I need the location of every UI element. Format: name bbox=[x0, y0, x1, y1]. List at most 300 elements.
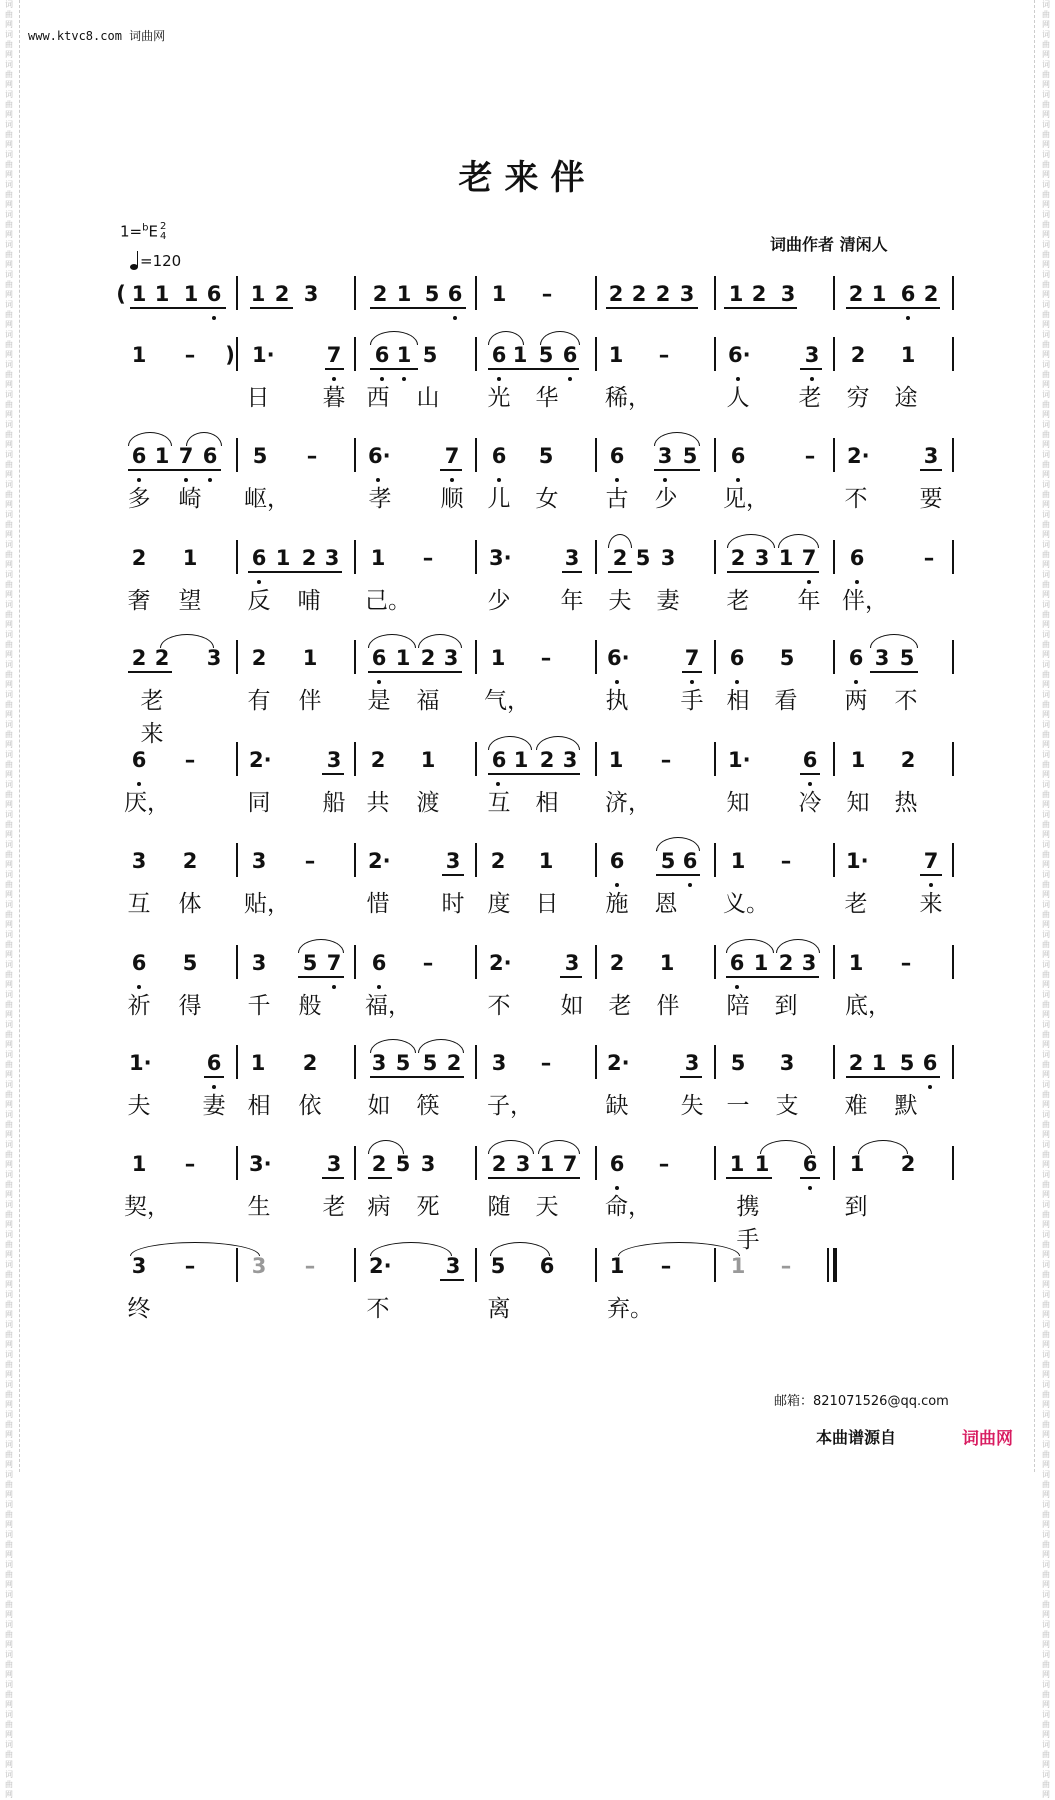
note: 6 bbox=[491, 748, 507, 772]
beam-underline bbox=[250, 307, 293, 309]
barline bbox=[595, 742, 597, 776]
lyric-syllable: 不 bbox=[366, 1296, 390, 1322]
note: 1· bbox=[252, 343, 275, 367]
note: – bbox=[804, 444, 816, 468]
barline bbox=[833, 337, 835, 371]
barline bbox=[595, 843, 597, 877]
lyric-syllable: 祈 bbox=[127, 993, 151, 1019]
note: 3 bbox=[564, 546, 580, 570]
note: 3· bbox=[249, 1152, 272, 1176]
note: 5 bbox=[779, 646, 795, 670]
barline bbox=[952, 276, 954, 310]
beam-underline bbox=[130, 307, 226, 309]
note: – bbox=[900, 951, 912, 975]
note: 7 bbox=[801, 546, 817, 570]
beam-underline bbox=[370, 1076, 464, 1078]
lyric-syllable: 度 bbox=[487, 891, 511, 917]
email-contact: 邮箱：821071526@qq.com bbox=[774, 1394, 949, 1409]
note: 6 bbox=[131, 748, 147, 772]
lyric-syllable: 执 bbox=[605, 688, 629, 714]
note: ) bbox=[225, 343, 235, 367]
lyric-syllable: 惜 bbox=[366, 891, 390, 917]
barline bbox=[595, 337, 597, 371]
note: 3 bbox=[251, 849, 267, 873]
note: – bbox=[422, 951, 434, 975]
lyric-syllable: 穷 bbox=[846, 385, 870, 411]
note: 3 bbox=[251, 951, 267, 975]
barline bbox=[714, 540, 716, 574]
lyric-syllable: 知 bbox=[726, 790, 750, 816]
note: 5 bbox=[422, 343, 438, 367]
beam-underline bbox=[654, 469, 700, 471]
lyric-syllable: 生 bbox=[247, 1194, 271, 1220]
lyric-syllable: 光 bbox=[487, 385, 511, 411]
lyric-syllable: 渡 bbox=[416, 790, 440, 816]
note: 1 bbox=[850, 748, 866, 772]
note: 2· bbox=[369, 1254, 392, 1278]
lyric-syllable: 支 bbox=[775, 1093, 799, 1119]
lyric-syllable: 看 bbox=[774, 688, 798, 714]
barline bbox=[714, 1045, 716, 1079]
note: 6 bbox=[491, 444, 507, 468]
score-row bbox=[0, 540, 1055, 641]
beam-underline bbox=[128, 671, 172, 673]
note: 1 bbox=[491, 282, 507, 306]
note: 1 bbox=[275, 546, 291, 570]
key-letter: E bbox=[148, 222, 158, 241]
notes-line bbox=[0, 1146, 1055, 1186]
lyric-syllable: 年 bbox=[560, 588, 584, 614]
barline bbox=[595, 640, 597, 674]
note: 1 bbox=[754, 1152, 770, 1176]
barline bbox=[354, 945, 356, 979]
note: 2 bbox=[612, 546, 628, 570]
note: – bbox=[184, 748, 196, 772]
note: 3 bbox=[923, 444, 939, 468]
note: 2 bbox=[631, 282, 647, 306]
note: 5 bbox=[490, 1254, 506, 1278]
lyric-syllable: 一 bbox=[726, 1093, 750, 1119]
note: 1 bbox=[131, 1152, 147, 1176]
note: 7 bbox=[923, 849, 939, 873]
note: – bbox=[184, 343, 196, 367]
lyric-syllable: 两 bbox=[844, 688, 868, 714]
note: 3 bbox=[371, 1051, 387, 1075]
lyric-syllable: 贴， bbox=[244, 891, 290, 917]
note: 3 bbox=[251, 1254, 267, 1278]
score-row bbox=[0, 843, 1055, 944]
note: 6 bbox=[900, 282, 916, 306]
barline bbox=[833, 945, 835, 979]
note: 5 bbox=[635, 546, 651, 570]
beam-underline bbox=[248, 571, 342, 573]
lyric-syllable: 来 bbox=[919, 891, 943, 917]
note: 2 bbox=[848, 1051, 864, 1075]
note: – bbox=[780, 849, 792, 873]
note: 3 bbox=[657, 444, 673, 468]
lyric-syllable: 夫 bbox=[127, 1093, 151, 1119]
note: 3 bbox=[445, 1254, 461, 1278]
note: 2· bbox=[607, 1051, 630, 1075]
note: 1 bbox=[154, 444, 170, 468]
lyric-syllable: 终 bbox=[127, 1296, 151, 1322]
note: 1 bbox=[154, 282, 170, 306]
note: – bbox=[184, 1254, 196, 1278]
lyrics-line bbox=[0, 375, 1055, 411]
notes-line bbox=[0, 1248, 1055, 1288]
barline bbox=[475, 438, 477, 472]
barline bbox=[236, 640, 238, 674]
note: 2 bbox=[850, 343, 866, 367]
note: – bbox=[184, 1152, 196, 1176]
barline bbox=[714, 276, 716, 310]
barline bbox=[475, 945, 477, 979]
note: 3 bbox=[684, 1051, 700, 1075]
lyric-syllable: 福 bbox=[416, 688, 440, 714]
beam-underline bbox=[680, 1076, 702, 1078]
note: 1 bbox=[182, 546, 198, 570]
note: – bbox=[304, 1254, 316, 1278]
notes-line bbox=[0, 843, 1055, 883]
lyric-syllable: 手 bbox=[680, 688, 704, 714]
lyric-syllable: 西 bbox=[366, 385, 390, 411]
lyric-syllable: 崎 bbox=[178, 486, 202, 512]
barline bbox=[475, 843, 477, 877]
barline bbox=[475, 742, 477, 776]
key-prefix: 1= bbox=[120, 222, 143, 241]
final-barline-thin bbox=[827, 1248, 829, 1282]
note: – bbox=[660, 1254, 672, 1278]
lyric-syllable: 默 bbox=[894, 1093, 918, 1119]
author-credit: 词曲作者 清闲人 bbox=[770, 235, 888, 254]
note: 1 bbox=[608, 748, 624, 772]
barline bbox=[595, 438, 597, 472]
barline bbox=[236, 276, 238, 310]
note: 6· bbox=[368, 444, 391, 468]
flat-sign: b bbox=[142, 222, 149, 234]
beam-underline bbox=[128, 469, 221, 471]
note: 2 bbox=[302, 1051, 318, 1075]
note: 5 bbox=[395, 1152, 411, 1176]
lyric-syllable: 相 bbox=[247, 1093, 271, 1119]
note: 1 bbox=[729, 1152, 745, 1176]
barline bbox=[475, 540, 477, 574]
note: 1 bbox=[778, 546, 794, 570]
note: 2 bbox=[131, 646, 147, 670]
note: 2 bbox=[900, 1152, 916, 1176]
note: 7 bbox=[444, 444, 460, 468]
score-row bbox=[0, 1146, 1055, 1253]
note: 5 bbox=[899, 1051, 915, 1075]
note: 2 bbox=[274, 282, 290, 306]
note: 6 bbox=[562, 343, 578, 367]
note: 1 bbox=[396, 343, 412, 367]
note: 6 bbox=[539, 1254, 555, 1278]
note: 6 bbox=[447, 282, 463, 306]
lyric-syllable: 儿 bbox=[487, 486, 511, 512]
note: 1 bbox=[730, 849, 746, 873]
note: 6 bbox=[202, 444, 218, 468]
lyrics-line bbox=[0, 578, 1055, 614]
lyric-syllable: 少 bbox=[654, 486, 678, 512]
note: 1 bbox=[753, 951, 769, 975]
note: 6 bbox=[609, 849, 625, 873]
note: 6 bbox=[206, 282, 222, 306]
lyric-syllable: 如 bbox=[560, 993, 584, 1019]
note: 2 bbox=[655, 282, 671, 306]
note: 5 bbox=[899, 646, 915, 670]
lyric-syllable: 不 bbox=[487, 993, 511, 1019]
lyric-syllable: 相 bbox=[535, 790, 559, 816]
note: 1 bbox=[608, 343, 624, 367]
lyric-syllable: 千 bbox=[247, 993, 271, 1019]
barline bbox=[952, 1045, 954, 1079]
note: 2 bbox=[182, 849, 198, 873]
note: 1 bbox=[250, 282, 266, 306]
beam-underline bbox=[800, 368, 822, 370]
lyrics-line bbox=[0, 678, 1055, 747]
lyric-syllable: 伴 bbox=[656, 993, 680, 1019]
tempo-value: =120 bbox=[140, 252, 182, 270]
lyrics-line bbox=[0, 476, 1055, 512]
note: 3 bbox=[445, 849, 461, 873]
lyric-syllable: 妻 bbox=[656, 588, 680, 614]
note: 1· bbox=[846, 849, 869, 873]
lyric-syllable: 女 bbox=[535, 486, 559, 512]
barline bbox=[236, 742, 238, 776]
note: 1 bbox=[849, 1152, 865, 1176]
note: 5 bbox=[395, 1051, 411, 1075]
note: 7 bbox=[178, 444, 194, 468]
note: 6 bbox=[682, 849, 698, 873]
note: 3 bbox=[326, 748, 342, 772]
beam-underline bbox=[846, 1076, 940, 1078]
lyric-syllable: 日 bbox=[246, 385, 270, 411]
note: 1 bbox=[871, 1051, 887, 1075]
note: 6 bbox=[802, 748, 818, 772]
note: 7 bbox=[562, 1152, 578, 1176]
beam-underline bbox=[440, 469, 462, 471]
lyric-syllable: 共 bbox=[366, 790, 390, 816]
lyrics-line bbox=[0, 1083, 1055, 1119]
lyric-syllable: 老 bbox=[798, 385, 822, 411]
lyrics-line bbox=[0, 1184, 1055, 1253]
note: 1 bbox=[900, 343, 916, 367]
lyric-syllable: 不 bbox=[894, 688, 918, 714]
beam-underline bbox=[204, 1076, 224, 1078]
lyric-syllable: 望 bbox=[178, 588, 202, 614]
barline bbox=[595, 1248, 597, 1282]
beam-underline bbox=[870, 671, 918, 673]
beam-underline bbox=[370, 307, 466, 309]
note: 3 bbox=[206, 646, 222, 670]
lyric-syllable: 气， bbox=[484, 688, 530, 714]
note: 3 bbox=[874, 646, 890, 670]
time-signature bbox=[160, 222, 166, 242]
lyric-syllable: 途 bbox=[894, 385, 918, 411]
note: 5 bbox=[424, 282, 440, 306]
note: 6 bbox=[848, 646, 864, 670]
lyric-syllable: 命， bbox=[605, 1194, 651, 1220]
score-row bbox=[0, 742, 1055, 843]
note: 1 bbox=[370, 546, 386, 570]
lyric-syllable: 山 bbox=[416, 385, 440, 411]
barline bbox=[714, 1146, 716, 1180]
note: 6 bbox=[371, 646, 387, 670]
note: – bbox=[658, 343, 670, 367]
note: 3 bbox=[679, 282, 695, 306]
note: 6 bbox=[131, 444, 147, 468]
lyric-syllable: 日 bbox=[535, 891, 559, 917]
note: 1 bbox=[512, 343, 528, 367]
lyric-syllable: 恩 bbox=[654, 891, 678, 917]
note: 2 bbox=[420, 646, 436, 670]
lyric-syllable: 不 bbox=[844, 486, 868, 512]
lyric-syllable: 难 bbox=[844, 1093, 868, 1119]
barline bbox=[952, 337, 954, 371]
barline bbox=[595, 1146, 597, 1180]
note: 6 bbox=[802, 1152, 818, 1176]
lyric-syllable: 稀， bbox=[605, 385, 651, 411]
beam-underline bbox=[724, 307, 797, 309]
beam-underline bbox=[846, 307, 940, 309]
score-row bbox=[0, 1248, 1055, 1349]
note: – bbox=[660, 748, 672, 772]
note: 1 bbox=[490, 646, 506, 670]
lyrics-line bbox=[0, 780, 1055, 816]
notes-line bbox=[0, 337, 1055, 377]
barline bbox=[833, 438, 835, 472]
beam-underline bbox=[727, 571, 819, 573]
note: 3· bbox=[489, 546, 512, 570]
note: 3 bbox=[303, 282, 319, 306]
notes-line bbox=[0, 640, 1055, 680]
note: 1 bbox=[730, 1254, 746, 1278]
note: 1· bbox=[728, 748, 751, 772]
beam-underline bbox=[322, 1177, 344, 1179]
barline bbox=[236, 843, 238, 877]
lyric-syllable: 有 bbox=[247, 688, 271, 714]
note: 3 bbox=[562, 748, 578, 772]
lyric-syllable: 老 bbox=[322, 1194, 346, 1220]
note: 2 bbox=[923, 282, 939, 306]
lyric-syllable: 契， bbox=[124, 1194, 170, 1220]
lyric-syllable: 底， bbox=[845, 993, 891, 1019]
score-row bbox=[0, 945, 1055, 1046]
barline bbox=[354, 1146, 356, 1180]
note: 2 bbox=[848, 282, 864, 306]
note: – bbox=[541, 282, 553, 306]
lyric-syllable: 华 bbox=[535, 385, 559, 411]
barline bbox=[475, 640, 477, 674]
lyric-syllable: 携手 bbox=[736, 1194, 760, 1253]
notes-line bbox=[0, 276, 1055, 316]
lyric-syllable: 古 bbox=[605, 486, 629, 512]
note: 2 bbox=[371, 1152, 387, 1176]
beam-underline bbox=[322, 773, 344, 775]
site-header[interactable]: www.ktvc8.com 词曲网 bbox=[28, 29, 166, 43]
note: 1· bbox=[129, 1051, 152, 1075]
barline bbox=[952, 438, 954, 472]
barline bbox=[833, 640, 835, 674]
note: 1 bbox=[250, 1051, 266, 1075]
barline bbox=[354, 438, 356, 472]
beam-underline bbox=[656, 874, 700, 876]
barline bbox=[354, 742, 356, 776]
note: 3 bbox=[801, 951, 817, 975]
score-row bbox=[0, 640, 1055, 747]
score-row bbox=[0, 337, 1055, 438]
lyric-syllable: 冷 bbox=[798, 790, 822, 816]
note: 2 bbox=[446, 1051, 462, 1075]
note: 5 bbox=[660, 849, 676, 873]
beam-underline bbox=[606, 307, 698, 309]
notes-line bbox=[0, 438, 1055, 478]
beam-underline bbox=[920, 874, 942, 876]
note: 2 bbox=[491, 1152, 507, 1176]
note: 1 bbox=[513, 748, 529, 772]
note: 6 bbox=[729, 646, 745, 670]
beam-underline bbox=[608, 571, 632, 573]
lyric-syllable: 哺 bbox=[297, 588, 321, 614]
barline bbox=[475, 1045, 477, 1079]
lyric-syllable: 福， bbox=[365, 993, 411, 1019]
lyric-syllable: 义。 bbox=[723, 891, 769, 917]
note: 1 bbox=[728, 282, 744, 306]
note: – bbox=[422, 546, 434, 570]
lyric-syllable: 多 bbox=[127, 486, 151, 512]
barline bbox=[714, 438, 716, 472]
note: 1 bbox=[131, 282, 147, 306]
barline bbox=[475, 337, 477, 371]
note: 3 bbox=[804, 343, 820, 367]
lyric-syllable: 岖， bbox=[244, 486, 290, 512]
lyric-syllable: 互 bbox=[487, 790, 511, 816]
barline bbox=[714, 337, 716, 371]
time-bottom: 4 bbox=[159, 231, 167, 242]
lyric-syllable: 船 bbox=[322, 790, 346, 816]
note: 2· bbox=[249, 748, 272, 772]
lyric-syllable: 得 bbox=[178, 993, 202, 1019]
lyric-syllable: 孝 bbox=[368, 486, 392, 512]
note: 1 bbox=[538, 849, 554, 873]
lyric-syllable: 时 bbox=[441, 891, 465, 917]
note: 1 bbox=[183, 282, 199, 306]
lyric-syllable: 奢 bbox=[127, 588, 151, 614]
barline bbox=[354, 337, 356, 371]
note: 1 bbox=[871, 282, 887, 306]
brand-link[interactable]: 词曲网 bbox=[962, 1429, 1013, 1449]
barline bbox=[952, 843, 954, 877]
note: 6 bbox=[371, 951, 387, 975]
lyric-syllable: 依 bbox=[298, 1093, 322, 1119]
note: 1 bbox=[395, 646, 411, 670]
score-row bbox=[0, 1045, 1055, 1146]
barline bbox=[236, 540, 238, 574]
barline bbox=[952, 945, 954, 979]
beam-underline bbox=[442, 874, 464, 876]
lyric-syllable: 见， bbox=[723, 486, 769, 512]
beam-underline bbox=[298, 976, 344, 978]
source-label: 本曲谱源自 bbox=[816, 1428, 897, 1447]
note: 2 bbox=[301, 546, 317, 570]
note: 5 bbox=[730, 1051, 746, 1075]
note: 1 bbox=[131, 343, 147, 367]
note: 6 bbox=[491, 343, 507, 367]
note: 2 bbox=[370, 748, 386, 772]
beam-underline bbox=[325, 368, 344, 370]
barline bbox=[354, 276, 356, 310]
